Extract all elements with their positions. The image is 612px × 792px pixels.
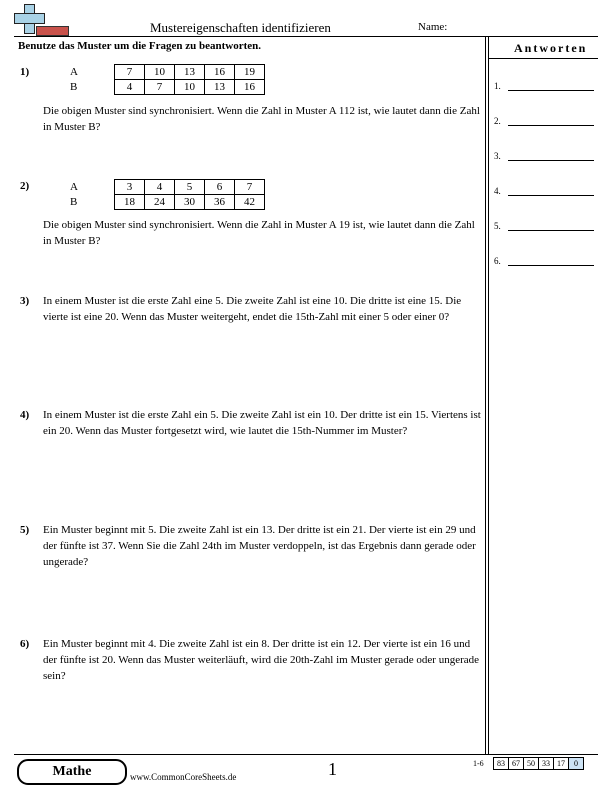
pattern-cell: 3: [115, 180, 145, 195]
answer-line[interactable]: [508, 230, 594, 231]
pattern-cell: 7: [235, 180, 265, 195]
header-rule: [14, 36, 598, 37]
question-number: 3): [20, 295, 30, 307]
pattern-row-label: B: [70, 81, 78, 93]
answer-line[interactable]: [508, 125, 594, 126]
question-number: 4): [20, 409, 30, 421]
subject-badge: Mathe: [17, 759, 127, 785]
question-text: Die obigen Muster sind synchronisiert. Wenn die Zahl in Muster A 112 ist, wie lautet dann die Zahl in Muster B?: [43, 105, 480, 133]
pattern-cell: 13: [175, 65, 205, 80]
pattern-row: [68, 80, 265, 95]
question-text: Ein Muster beginnt mit 4. Die zweite Zahl ist ein 8. Der dritte ist ein 12. Der vierte ist ein 16 und der fünfte ist 20. Wenn das Muster weiterläuft, wird die 20th-Zahl im Muster gerade oder ungerade sein?: [43, 638, 480, 682]
question-text: In einem Muster ist die erste Zahl eine 5. Die zweite Zahl ist eine 10. Die dritte ist eine 15. Die vierte ist eine 20. Wenn das Muster weitergeht, endet die 15th-Zahl mit einer 5 oder einer 0?: [43, 295, 462, 323]
name-label: Name:: [418, 21, 448, 33]
pattern-cell: 10: [175, 80, 205, 95]
question-text: In einem Muster ist die erste Zahl ein 5. Die zweite Zahl ist ein 10. Der dritte ist ein 15. Viertens ist ein 20. Wenn das Muster fortgesetzt wird, wie lautet die 15th-Nummer im Muster?: [43, 409, 481, 437]
pattern-cell: 13: [205, 80, 235, 95]
divider-right: [488, 36, 489, 754]
score-cell: 50: [524, 758, 539, 770]
pattern-cell: 10: [145, 65, 175, 80]
pattern-row: [68, 195, 265, 210]
score-table: [493, 757, 584, 770]
pattern-cell: 36: [205, 195, 235, 210]
score-cell: 67: [509, 758, 524, 770]
divider-left: [485, 36, 486, 754]
score-cell: 0: [569, 758, 584, 770]
pattern-cell: 4: [145, 180, 175, 195]
pattern-row: [68, 65, 265, 80]
pattern-row-label: A: [70, 66, 78, 78]
pattern-cell: 7: [115, 65, 145, 80]
pattern-cell: 30: [175, 195, 205, 210]
score-cell: 33: [539, 758, 554, 770]
pattern-cell: 7: [145, 80, 175, 95]
question-number: 6): [20, 638, 30, 650]
pattern-row-label: A: [70, 181, 78, 193]
score-cell: 17: [554, 758, 569, 770]
answer-number: 2.: [494, 116, 501, 126]
answer-number: 5.: [494, 221, 501, 231]
website-label: www.CommonCoreSheets.de: [130, 772, 237, 782]
pattern-cell: 42: [235, 195, 265, 210]
page-number: 1: [328, 759, 337, 779]
question-number: 1): [20, 66, 30, 78]
logo-bar: [36, 26, 69, 36]
answers-header-rule: [489, 58, 598, 59]
pattern-cell: 5: [175, 180, 205, 195]
answer-number: 4.: [494, 186, 501, 196]
answers-header: Antworten: [514, 41, 588, 55]
score-row: [494, 758, 584, 770]
answer-number: 1.: [494, 81, 501, 91]
pattern-row-label: B: [70, 196, 78, 208]
answer-line[interactable]: [508, 195, 594, 196]
question-text: Die obigen Muster sind synchronisiert. Wenn die Zahl in Muster A 19 ist, wie lautet dann die Zahl in Muster B?: [43, 219, 475, 247]
score-cell: 83: [494, 758, 509, 770]
question-number: 5): [20, 524, 30, 536]
answer-line[interactable]: [508, 90, 594, 91]
answer-number: 3.: [494, 151, 501, 161]
score-range: 1-6: [473, 759, 484, 768]
pattern-cell: 18: [115, 195, 145, 210]
pattern-cell: 19: [235, 65, 265, 80]
pattern-table: [68, 64, 265, 95]
question-text: Ein Muster beginnt mit 5. Die zweite Zahl ist ein 13. Der dritte ist ein 21. Der vierte ist ein 29 und der fünfte ist 37. Wenn Sie die Zahl 24th im Muster verdoppeln, ist das Ergebnis dann gerade oder ungerade?: [43, 524, 476, 568]
answer-number: 6.: [494, 256, 501, 266]
instructions: Benutze das Muster um die Fragen zu beantworten.: [18, 40, 261, 52]
worksheet-title: Mustereigenschaften identifizieren: [150, 20, 331, 35]
pattern-cell: 16: [205, 65, 235, 80]
footer-rule: [14, 754, 598, 755]
pattern-cell: 6: [205, 180, 235, 195]
pattern-row: [68, 180, 265, 195]
pattern-cell: 24: [145, 195, 175, 210]
answer-line[interactable]: [508, 160, 594, 161]
answer-line[interactable]: [508, 265, 594, 266]
pattern-cell: 16: [235, 80, 265, 95]
logo-plus-horizontal: [14, 13, 45, 24]
question-number: 2): [20, 180, 30, 192]
pattern-cell: 4: [115, 80, 145, 95]
pattern-table: [68, 179, 265, 210]
